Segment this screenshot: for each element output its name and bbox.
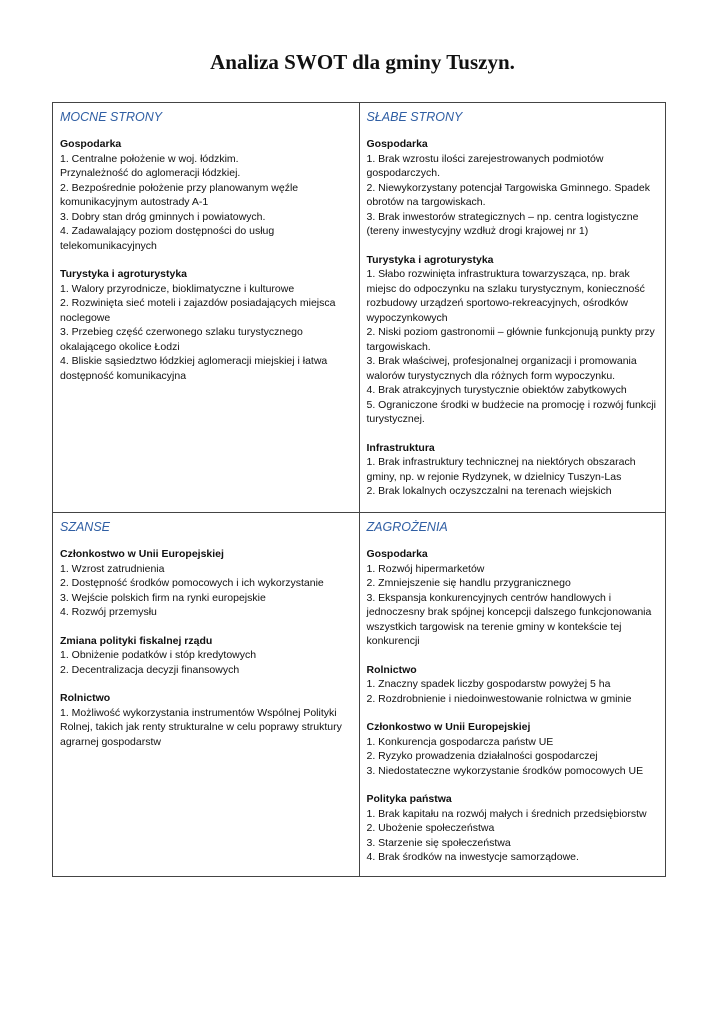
list-item: 1. Słabo rozwinięta infrastruktura towarzysząca, np. brak miejsc do odpoczynku na szlaku turystycznym, konieczność rozbudowy urządzeń sportowo-rekreacyjnych, ośrodków wypoczynkowych xyxy=(366,268,645,324)
weaknesses-quadrant xyxy=(359,103,666,513)
strengths-quadrant xyxy=(53,103,360,513)
swot-table xyxy=(52,102,666,877)
list-item: 3. Starzenie się społeczeństwa xyxy=(366,836,511,849)
section-heading: Rolnictwo xyxy=(366,663,417,676)
list-item: 1. Brak infrastruktury technicznej na niektórych obszarach gminy, np. w rejonie Rydzynek, w dzielnicy Tuszyn-Las xyxy=(366,456,636,483)
list-item: 3. Ekspansja konkurencyjnych centrów handlowych i jednoczesny brak spójnej koncepcji dalszego funkcjonowania wszystkich targowisk na terenie gminy w kontekście tej konkurencji xyxy=(366,591,652,647)
list-item: 1. Rozwój hipermarketów xyxy=(366,562,485,575)
section-heading: Rolnictwo xyxy=(60,692,111,704)
list-item: 4. Rozwój przemysłu xyxy=(60,606,157,618)
section-heading: Gospodarka xyxy=(60,138,122,150)
list-item: 2. Zmniejszenie się handlu przygranicznego xyxy=(366,577,571,589)
list-item: 1. Znaczny spadek liczby gospodarstw powyżej 5 ha xyxy=(366,678,611,690)
section-heading: Turystyka i agroturystyka xyxy=(366,253,494,266)
opportunities-section xyxy=(60,691,352,749)
section-heading: Członkostwo w Unii Europejskiej xyxy=(60,548,224,560)
list-item: 1. Walory przyrodnicze, bioklimatyczne i kulturowe xyxy=(60,282,295,295)
list-item: 3. Wejście polskich firm na rynki europejskie xyxy=(60,591,266,604)
threats-quadrant xyxy=(359,513,666,877)
opportunities-section xyxy=(60,547,352,620)
list-item: 1. Obniżenie podatków i stóp kredytowych xyxy=(60,649,257,661)
section-heading: Gospodarka xyxy=(366,548,428,560)
opportunities-section xyxy=(60,634,352,678)
list-item: 3. Dobry stan dróg gminnych i powiatowych. xyxy=(60,210,266,223)
list-item: 1. Konkurencja gospodarcza państw UE xyxy=(366,735,554,748)
list-item: 3. Przebieg część czerwonego szlaku turystycznego okalającego okolice Łodzi xyxy=(60,326,303,353)
section-heading: Gospodarka xyxy=(366,138,428,150)
list-item: 2. Niski poziom gastronomii – głównie funkcjonują punkty przy targowiskach. xyxy=(366,326,655,353)
section-heading: Członkostwo w Unii Europejskiej xyxy=(366,721,531,733)
weaknesses-section xyxy=(367,441,659,499)
section-heading: Infrastruktura xyxy=(366,441,435,454)
list-item: 4. Brak atrakcyjnych turystycznie obiektów zabytkowych xyxy=(366,384,627,396)
document-title: Analiza SWOT dla gminy Tuszyn. xyxy=(210,50,515,74)
list-item: 2. Dostępność środków pomocowych i ich wykorzystanie xyxy=(60,577,324,589)
list-item: 1. Wzrost zatrudnienia xyxy=(60,562,165,575)
list-item: Przynależność do aglomeracji łódzkiej. xyxy=(60,167,241,179)
list-item: 2. Bezpośrednie położenie przy planowanym węźle komunikacyjnym autostrady A-1 xyxy=(60,181,299,208)
list-item: 5. Ograniczone środki w budżecie na promocję i rozwój funkcji turystycznej. xyxy=(366,398,656,425)
weaknesses-section xyxy=(367,137,659,239)
threats-section xyxy=(367,663,659,707)
section-heading: Polityka państwa xyxy=(366,793,452,805)
threats-section xyxy=(367,547,659,649)
list-item: 2. Ryzyko prowadzenia działalności gospodarczej xyxy=(366,750,598,762)
threats-heading: ZAGROŻENIA xyxy=(366,520,448,534)
list-item: 3. Niedostateczne wykorzystanie środków pomocowych UE xyxy=(366,764,644,777)
list-item: 2. Rozdrobnienie i niedoinwestowanie rolnictwa w gminie xyxy=(366,692,632,705)
list-item: 4. Zadawalający poziom dostępności do usług telekomunikacyjnych xyxy=(60,225,275,252)
list-item: 2. Rozwinięta sieć moteli i zajazdów posiadających miejsca noclegowe xyxy=(60,297,336,324)
opportunities-quadrant xyxy=(53,513,360,877)
list-item: 2. Ubożenie społeczeństwa xyxy=(366,822,495,834)
list-item: 4. Brak środków na inwestycje samorządowe. xyxy=(366,851,579,863)
strengths-section xyxy=(60,137,352,253)
list-item: 3. Brak inwestorów strategicznych – np. centra logistyczne (tereny inwestycyjny wzdłuż drogi krajowej nr 1) xyxy=(366,210,639,237)
list-item: 1. Możliwość wykorzystania instrumentów Wspólnej Polityki Rolnej, takich jak renty strukturalne w celu poprawy struktury agrarnej gospodarstw xyxy=(60,706,342,748)
threats-section xyxy=(367,720,659,778)
list-item: 3. Brak właściwej, profesjonalnej organizacji i promowania walorów turystycznych dla różnych form wypoczynku. xyxy=(366,355,637,382)
threats-section xyxy=(367,792,659,865)
strengths-heading: MOCNE STRONY xyxy=(60,110,163,124)
weaknesses-section xyxy=(367,253,659,427)
list-item: 2. Decentralizacja decyzji finansowych xyxy=(60,663,240,676)
section-heading: Zmiana polityki fiskalnej rządu xyxy=(60,634,213,647)
section-heading: Turystyka i agroturystyka xyxy=(60,268,188,280)
opportunities-heading: SZANSE xyxy=(60,520,111,534)
list-item: 1. Brak kapitału na rozwój małych i średnich przedsiębiorstw xyxy=(366,807,647,820)
list-item: 1. Brak wzrostu ilości zarejestrowanych podmiotów gospodarczych. xyxy=(366,152,604,179)
list-item: 4. Bliskie sąsiedztwo łódzkiej aglomeracji miejskiej i łatwa dostępność komunikacyjna xyxy=(60,355,328,382)
weaknesses-heading: SŁABE STRONY xyxy=(366,110,463,124)
list-item: 2. Brak lokalnych oczyszczalni na terenach wiejskich xyxy=(366,485,612,497)
strengths-section xyxy=(60,267,352,383)
list-item: 1. Centralne położenie w woj. łódzkim. xyxy=(60,152,239,165)
list-item: 2. Niewykorzystany potencjał Targowiska Gminnego. Spadek obrotów na targowiskach. xyxy=(366,181,650,208)
